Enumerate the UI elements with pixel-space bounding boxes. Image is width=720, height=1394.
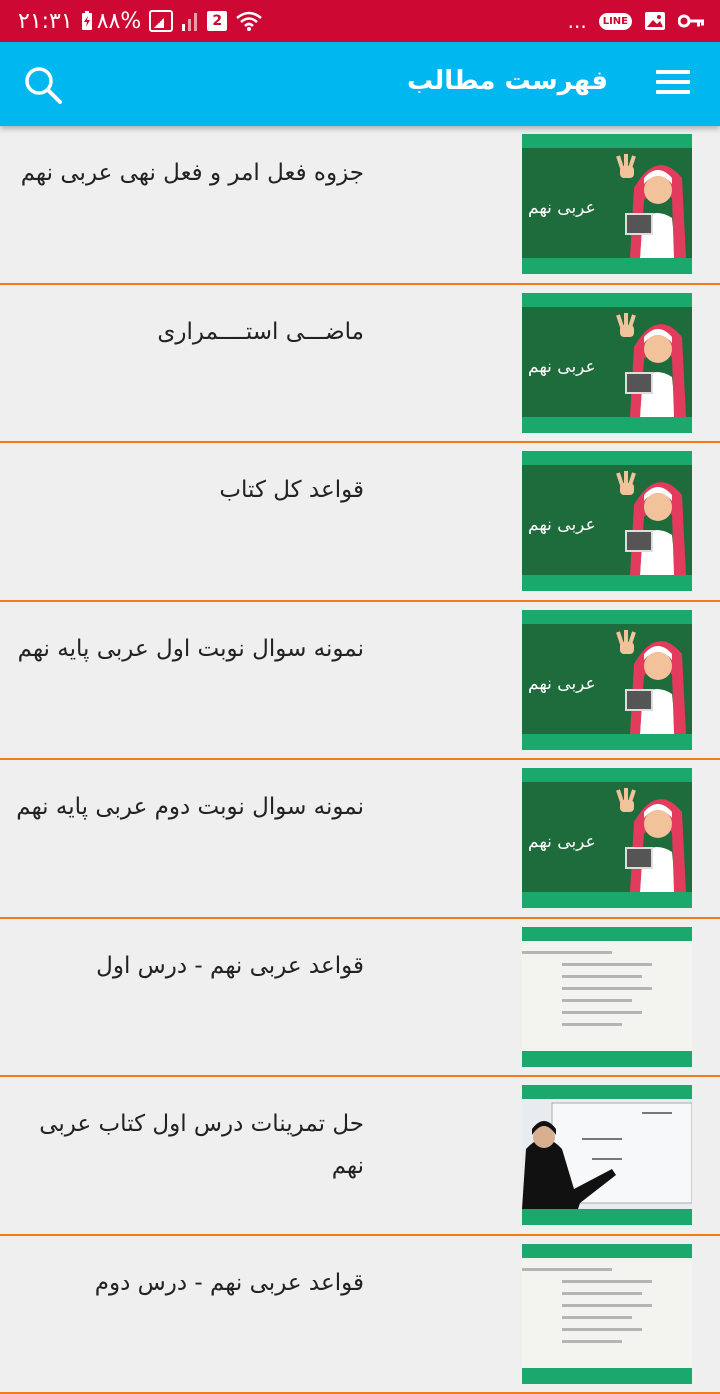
list-item[interactable] bbox=[0, 1077, 720, 1236]
list-item-title: قواعد کل کتاب bbox=[14, 469, 364, 511]
list-item-thumbnail bbox=[522, 768, 692, 908]
page-title: فهرست مطالب bbox=[407, 66, 608, 96]
list-item[interactable] bbox=[0, 760, 720, 919]
list-item-thumbnail bbox=[522, 451, 692, 591]
gallery-icon bbox=[644, 11, 666, 31]
list-item[interactable] bbox=[0, 1236, 720, 1394]
status-time: ۲۱:۳۱ bbox=[18, 9, 73, 34]
list-item-thumbnail bbox=[522, 134, 692, 274]
line-app-icon: LINE bbox=[599, 13, 632, 30]
battery-indicator bbox=[81, 9, 142, 34]
search-icon[interactable] bbox=[22, 64, 64, 106]
board-text: عربی نهم bbox=[528, 357, 596, 377]
list-item[interactable] bbox=[0, 126, 720, 285]
wifi-icon bbox=[235, 10, 263, 32]
battery-charging-icon bbox=[81, 11, 93, 31]
list-item-title: نمونه سوال نوبت دوم عربی پایه نهم bbox=[14, 786, 364, 828]
list-item-thumbnail bbox=[522, 610, 692, 750]
whiteboard-figure-icon bbox=[522, 1099, 692, 1209]
list-item[interactable] bbox=[0, 443, 720, 602]
list-item-title: قواعد عربی نهم - درس اول bbox=[14, 945, 364, 987]
list-item[interactable] bbox=[0, 285, 720, 444]
list-item[interactable] bbox=[0, 602, 720, 761]
whiteboard-teacher-image bbox=[522, 1099, 692, 1209]
list-item-title: ماضـــی استــــمراری bbox=[14, 311, 364, 353]
signal-sim1-icon bbox=[149, 10, 173, 32]
arabic-teacher-image bbox=[522, 782, 692, 892]
list-item-thumbnail bbox=[522, 1244, 692, 1384]
status-right bbox=[568, 9, 704, 33]
arabic-teacher-image bbox=[522, 307, 692, 417]
list-item-title: نمونه سوال نوبت اول عربی پایه نهم bbox=[14, 628, 364, 670]
notification-more: ... bbox=[568, 9, 587, 33]
list-item[interactable] bbox=[0, 919, 720, 1078]
status-left bbox=[18, 9, 263, 34]
sim-badge: 2 bbox=[207, 11, 227, 31]
board-text: عربی نهم bbox=[528, 832, 596, 852]
board-text: عربی نهم bbox=[528, 515, 596, 535]
list-item-title: قواعد عربی نهم - درس دوم bbox=[14, 1262, 364, 1304]
board-text: عربی نهم bbox=[528, 674, 596, 694]
list-item-thumbnail bbox=[522, 927, 692, 1067]
arabic-teacher-image bbox=[522, 148, 692, 258]
list-item-thumbnail bbox=[522, 293, 692, 433]
app-bar bbox=[0, 42, 720, 126]
menu-icon[interactable] bbox=[656, 70, 690, 98]
content-list bbox=[0, 126, 720, 1394]
key-icon bbox=[678, 13, 704, 29]
document-image bbox=[522, 1258, 692, 1368]
document-image bbox=[522, 941, 692, 1051]
board-text: عربی نهم bbox=[528, 198, 596, 218]
list-item-title: حل تمرینات درس اول کتاب عربی نهم bbox=[14, 1103, 364, 1187]
battery-percent: ۸۸% bbox=[97, 9, 142, 34]
arabic-teacher-image bbox=[522, 465, 692, 575]
status-bar bbox=[0, 0, 720, 42]
arabic-teacher-image bbox=[522, 624, 692, 734]
signal-bars-icon bbox=[181, 10, 199, 32]
list-item-thumbnail bbox=[522, 1085, 692, 1225]
list-item-title: جزوه فعل امر و فعل نهی عربی نهم bbox=[14, 152, 364, 194]
